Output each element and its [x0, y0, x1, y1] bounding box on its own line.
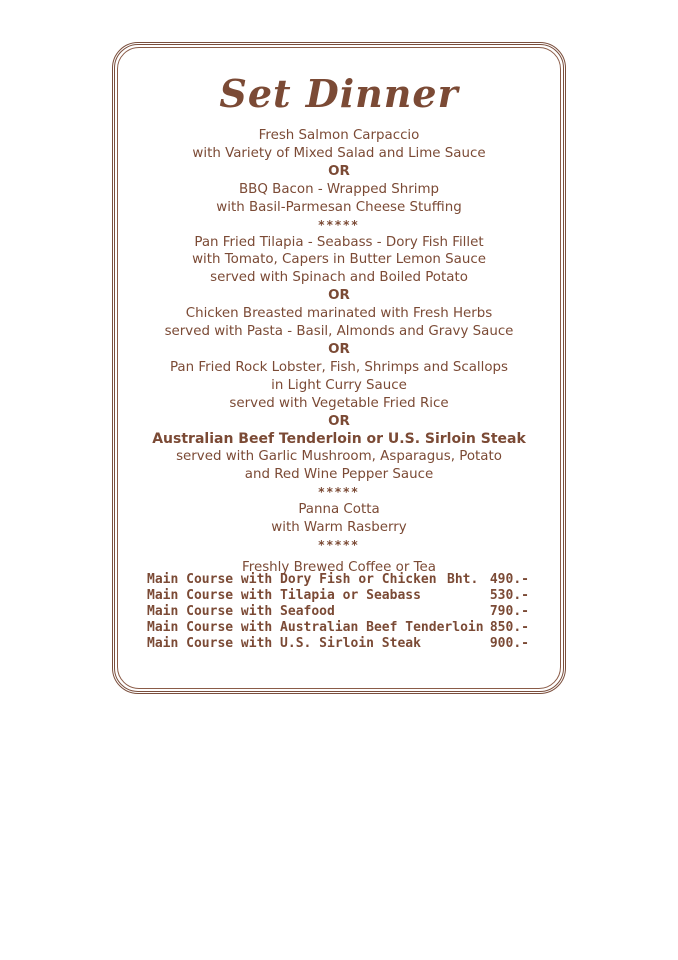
price-currency	[447, 588, 487, 604]
price-description: Main Course with U.S. Sirloin Steak	[147, 636, 421, 651]
course-line: with Variety of Mixed Salad and Lime Sauce	[192, 145, 486, 161]
price-amount: 530.-	[489, 588, 529, 603]
course-line: served with Vegetable Fried Rice	[229, 395, 449, 411]
price-currency	[447, 636, 487, 652]
price-row	[147, 572, 529, 588]
or-separator: OR	[328, 341, 350, 357]
course-line: with Basil-Parmesan Cheese Stuffing	[216, 199, 462, 215]
price-description: Main Course with Australian Beef Tenderloin	[147, 620, 484, 635]
course-line: and Red Wine Pepper Sauce	[244, 467, 434, 483]
or-separator: OR	[328, 163, 350, 179]
course-line: with Tomato, Capers in Butter Lemon Sauce	[192, 252, 486, 268]
menu-title: Set Dinner	[219, 71, 459, 116]
price-amount: 490.-	[489, 572, 529, 587]
course-line: served with Garlic Mushroom, Asparagus, Potato	[176, 449, 502, 465]
menu-card	[112, 42, 566, 694]
course-line: Pan Fried Rock Lobster, Fish, Shrimps and Scallops	[169, 359, 509, 375]
price-amount: 850.-	[489, 620, 529, 635]
course-line: Pan Fried Tilapia - Seabass - Dory Fish Fillet	[194, 234, 484, 250]
course-line: BBQ Bacon - Wrapped Shrimp	[238, 181, 440, 197]
price-amount: 900.-	[489, 636, 529, 651]
price-description: Main Course with Seafood	[147, 604, 335, 619]
or-separator: OR	[328, 413, 350, 429]
course-line: Freshly Brewed Coffee or Tea	[242, 560, 436, 576]
price-row	[147, 620, 529, 636]
price-row	[147, 588, 529, 604]
or-separator: OR	[328, 288, 350, 304]
course-line: served with Spinach and Boiled Potato	[210, 270, 468, 286]
course-list	[115, 127, 563, 577]
price-list	[147, 572, 529, 652]
course-separator: *****	[318, 217, 360, 232]
price-currency: Bht.	[447, 572, 479, 587]
course-line: served with Pasta - Basil, Almonds and Gravy Sauce	[164, 324, 514, 340]
course-line: Australian Beef Tenderloin or U.S. Sirloin Steak	[152, 430, 526, 447]
course-line: Fresh Salmon Carpaccio	[258, 128, 420, 143]
course-line: with Warm Rasberry	[271, 520, 407, 536]
course-line: Chicken Breasted marinated with Fresh Herbs	[185, 306, 493, 322]
course-line: Panna Cotta	[298, 502, 380, 518]
price-description: Main Course with Tilapia or Seabass	[147, 588, 421, 603]
price-amount: 790.-	[489, 604, 529, 619]
course-line: in Light Curry Sauce	[271, 377, 407, 393]
price-description: Main Course with Dory Fish or Chicken	[147, 572, 437, 587]
price-currency	[447, 604, 487, 620]
price-row	[147, 636, 529, 652]
price-row	[147, 604, 529, 620]
course-separator: *****	[318, 485, 360, 500]
course-separator: *****	[318, 538, 360, 553]
